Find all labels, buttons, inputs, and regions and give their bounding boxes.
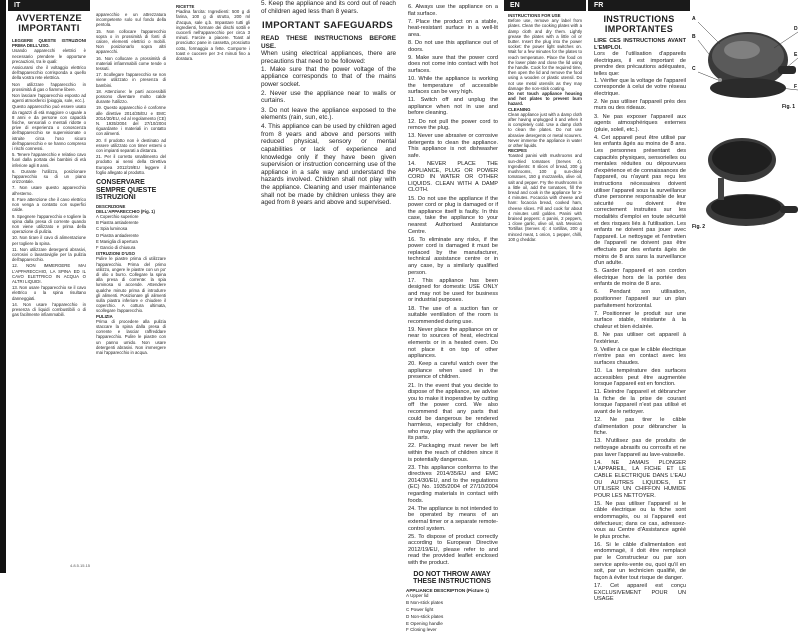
list-item: 2. Never use the appliance near to walls or curtains. [261, 89, 396, 105]
list-item: 7. Non usare questo apparecchio all'esterno. [12, 185, 86, 196]
list-item: 3. Ne pas exposer l'appareil aux agents atmosphériques externes (pluie, soleil, etc.). [594, 113, 686, 133]
list-item: Questo apparecchio può essere usato da ragazzi di età maggiore o uguale a 8 anni e da persone con capacità fisiche, sensoriali o mentali ridotte o prive di esperienza o conoscenza dell'apparecchio se supervisionate o istruite circa l'uso sicuro dell'apparecchio e se hanno compreso i rischi connessi. [12, 104, 86, 152]
list-item: 3. Do not leave the appliance exposed to the elements (rain, sun, etc.). [261, 106, 396, 122]
english-keep-heading: DO NOT THROW AWAY THESE INSTRUCTIONS [413, 570, 491, 586]
list-item: 13. Non usare l'apparecchio se il cavo elettrico o la spina risultano danneggiati. [12, 285, 86, 301]
list-item: 13. N'utilisez pas de produits de nettoyage abrasifs ou corrosifs et ne pas laver l'appareil au lave-vaisselle. [594, 438, 686, 458]
list-item: 16. Si le câble d'alimentation est endommagé, il doit être remplacé par le Constructeur ou par son service après-vente ou, quoi qu'il en soit, par un technicien qualifié, de façon à éviter tout risque de danger. [594, 541, 686, 581]
list-item: 1. Make sure that the power voltage of the appliance corresponds to that of the mains power socket. [261, 65, 396, 88]
english-parts-list [402, 593, 502, 633]
list-item: 21. Per il corretto smaltimento del prodotto ai sensi della Direttiva Europea 2012/19/EU leggere il foglio allegato al prodotto. [96, 154, 166, 175]
list-item: 8. Fare attenzione che il cavo elettrico non venga a contatto con superfici calde. [12, 196, 86, 213]
list-item: 14. NE JAMAIS PLONGER L'APPAREIL, LA FICHE ET LE CABLE ELECTRIQUE DANS L'EAU OU AUTRES LIQUIDES, ET UTILISER UN CHIFFON HUMIDE POUR LES NETTOYER. [594, 459, 686, 499]
italian-recipes-heading: RICETTE [176, 4, 195, 9]
italian-keep-heading: CONSERVARE SEMPRE QUESTE ISTRUZIONI [96, 179, 157, 202]
list-item: 22. Packaging must never be left within the reach of children since it is potentially dangerous. [408, 443, 498, 463]
list-item: 6. Pendant son utilisation, positionner l'appareil sur un plan parfaitement horizontal. [594, 289, 686, 309]
list-item: B Piastra antiaderente [96, 220, 139, 226]
list-item: 17. Scollegare l'apparecchio se non viene utilizzato in presenza di bambini. [96, 72, 166, 88]
list-item: 4. This appliance can be used by children aged from 8 years and above and persons with reduced physical, sensory or mental capabilities or lack of experience and knowledge only if they have been given supervision or instruction concerning use of the appliance in a safe way and understand the hazards involved. Children shall not play with the appliance. Cleaning and user maintenance shall not be made by children unless they are aged from 8 years and above and supervised. [261, 123, 396, 207]
italian-parts-list [92, 214, 170, 250]
list-item: 4. Cet appareil peut être utilisé par les enfants âgés au moins de 8 ans. Les personnes présentant des capacités physiques, sensorielles ou mentales réduites ou dépourvues d'expérience et de connaissances de l'appareil, ou n'ayant pas reçu les instructions nécessaires doivent utiliser l'appareil sous la surveillance d'une personne responsable de leur sécurité ou doivent être correctement instruites sur les modalités d'emploi en toute sécurité et des risques liés à l'utilisation. Les enfants ne doivent pas jouer avec l'appareil. Le nettoyage et l'entretien de l'appareil ne doivent pas être effectués par des enfants âgés de moins de 8 ans sans la surveillance d'un adulte. [594, 134, 686, 267]
english-title: IMPORTANT SAFEGUARDS [262, 20, 393, 32]
english-instructions-heading: INSTRUCTIONS FOR USE [508, 13, 561, 18]
list-item: D Piastra antiaderente [96, 232, 139, 238]
list-item: C Spia luminosa [96, 226, 128, 232]
list-item: 1. Vérifier que la voltage de l'appareil corresponde à celui de votre réseau électrique. [594, 77, 686, 97]
english-column-3 [504, 0, 586, 573]
figure-2-caption: Fig. 2 [692, 224, 706, 230]
list-item: 16. To eliminate any risks, if the power cord is damaged it must be replaced by the manufacturer, technical assistance centre or in any case, by a similarly qualified person. [408, 236, 498, 276]
english-parts-heading: APPLIANCE DESCRIPTION (Picture 1) [406, 587, 489, 593]
list-item: 5. Tenere l'apparecchio e relativo cavo fuori dalla portata dei bambini di età inferiore agli 8 anni. [12, 152, 86, 168]
left-edge-bar [0, 0, 6, 573]
list-item: 24. The appliance is not intended to be operated by means of an external timer or a separate remote-control system. [408, 505, 498, 532]
list-item: C Power light [406, 606, 434, 612]
list-item: 17. This appliance has been designed for domestic USE ONLY and may not be used for business or industrial purposes. [408, 277, 498, 304]
footer-code: 4.8.5.15.15 [70, 563, 91, 568]
list-item: 23. This appliance conforms to the directives 2014/35/EU and EMC 2014/30/EU, and to the regulations (EC) No. 1935/2004 of 27/10/2004 regarding materials in contact with foods. [408, 464, 498, 504]
italian-column-1 [8, 0, 90, 573]
tab-fr: FR [588, 0, 690, 11]
list-item: Non lasciare l'apparecchio esposto ad agenti atmosferici (pioggia, sole, ecc.). [12, 93, 86, 104]
list-item: 21. In the event that you decide to dispose of the appliance, we advise you to make it inoperative by cutting off the power cord. We also recommend that any parts that could be dangerous be rendered harmless, especially for children, who may play with the appliance or its parts. [408, 382, 498, 442]
list-item: 15. Non collocare l'apparecchio sopra o in prossimità di fonti di calore, elementi elettrici o mobili. Non posizionarlo sopra altri apparecchi. [96, 28, 166, 55]
list-item: 12. Ne pas tirer le câble d'alimentation pour débrancher la fiche. [594, 417, 686, 437]
list-item: 9. Spegnere l'apparecchio e togliere la spina dalla presa di corrente quando non viene utilizzato e prima della operazione di pulizia. [12, 213, 86, 235]
french-intro-2: Lors de l'utilisation d'appareils électriques, il est important de prendre des précautions adéquates, telles que: [594, 51, 686, 77]
list-item: Usando apparecchi elettrici è necessario prendere le opportune precauzioni, tra le quali: [12, 48, 86, 64]
tab-it: IT [8, 0, 90, 11]
list-item: F Gancio di chiusura [96, 245, 136, 251]
list-item: 8. Do not use this appliance out of doors. [408, 39, 498, 53]
english-instructions-warning: Do not touch appliance housing and hot plates to prevent burn hazard. [508, 91, 582, 107]
italian-usage-heading: ISTRUZIONI D'USO [96, 251, 135, 257]
figure-label-b: B [692, 34, 696, 40]
list-item: 12. NON IMMERGERE MAI L'APPARECCHIO, LA SPINA ED IL CAVO ELETTRICO IN ACQUA O ALTRI LIQUIDI. [12, 263, 86, 284]
list-item: 18. The use of a suction fan or suitable ventilation of the room is recommended during use. [408, 305, 498, 325]
italian-warnings-list-2 [92, 12, 170, 175]
figure-label-e: E [794, 52, 798, 58]
list-item: 20. Keep a careful watch over the appliance when used in the presence of children. [408, 361, 498, 381]
list-item: 10. Non tirare il cavo di alimentazione per togliere la spina. [12, 235, 86, 246]
french-intro: LIRE CES INSTRUCTIONS AVANT L'EMPLOI. [594, 38, 686, 51]
list-item: 9. Make sure that the power cord does not come into contact with hot surfaces. [408, 54, 498, 74]
list-item: 15. Ne pas utiliser l'appareil si le câble électrique ou la fiche sont endommagés, ou si l'appareil est défectueux; dans ce cas, adressez-vous au Centre d'Assistance agréé le plus proche. [594, 500, 686, 540]
appliance-illustration [690, 10, 802, 240]
italian-parts-heading: DESCRIZIONE DELL'APPARECCHIO (Fig. 1) [96, 203, 155, 214]
list-item: F Closing lever [406, 627, 437, 633]
list-item: 16. Non collocare a prossimità di materiali infiammabili come tende o tessuti. [96, 55, 166, 72]
french-title: INSTRUCTIONS IMPORTANTES [603, 14, 675, 34]
english-recipes-heading: RECIPES [508, 148, 527, 154]
italian-usage-text: Pulire le piastre prima di utilizzare l'apparecchio. Prima del primo utilizzo, ungere le piastre con un po' di olio o burro. Collegare la spina alla presa di corrente: la spia luminosa si accende. Attendere qualche minuto prima di introdurre gli alimenti. Posizionare gli alimenti sulla piastra inferiore e chiudere il coperchio. A cottura ultimata, scollegare l'apparecchio. [96, 256, 166, 314]
list-item: 9. Veiller à ce que le câble électrique n'entre pas en contact avec les surfaces chaudes. [594, 346, 686, 366]
list-item: 13. Never use abrasive or corrosive detergents to clean the appliance. This appliance is not dishwasher safe. [408, 133, 498, 159]
french-column [588, 0, 690, 603]
italian-cleaning-text: Prima di procedere alla pulizia staccare la spina dalla presa di corrente e lasciar raffreddare l'apparecchio. Pulire le piastre con un panno umido. Non usare detergenti abrasivi. Non immergere mai l'apparecchio in acqua. [96, 318, 166, 356]
list-item: 6. Always use the appliance on a flat surface. [408, 4, 498, 17]
list-item: 15. Do not use the appliance if the power cord or plug is damaged or if the appliance itself is faulty. In this case, take the appliance to your nearest Authorised Assistance Centre. [408, 195, 498, 235]
list-item: 11. Non utilizzare detergenti abrasivi, corrosivi o lavastoviglie per la pulizia dell'apparecchio. [12, 246, 86, 263]
italian-column-2 [92, 12, 170, 585]
figure-label-a: A [692, 16, 696, 22]
english-items-c [402, 4, 502, 567]
english-recipes-text: Toasted panini with mushrooms and sun-dried tomatoes (Serves 4). Ingredients: 8 slices of bread, 200 g mushrooms, 100 g sun-dried tomatoes, 150 g mozzarella, olive oil, salt and pepper. Fry the mushrooms in a little oil, add the tomatoes, fill the bread and cook in the appliance for 3-4 minutes. Focaccia with cheese and ham: focaccia bread, cooked ham, cheese slices. Fill and cook for about 4 minutes until golden. Panini with braised peppers: 4 panini, 2 peppers, 1 clove garlic, olive oil, salt. Mexican Tortillas (Serves 4): 4 tortillas, 200 g minced meat, 1 onion, 1 pepper, chilli, 100 g cheddar. [508, 153, 582, 242]
english-items-a [255, 0, 400, 15]
figure-label-d: D [794, 26, 798, 32]
figure-label-f: F [794, 84, 798, 90]
tab-en: EN [504, 0, 586, 11]
list-item: 14. NEVER PLACE THE APPLIANCE, PLUG OR POWER CORD IN WATER OR OTHER LIQUIDS. CLEAN WITH A DAMP CLOTH. [408, 161, 498, 194]
list-item: 11. Switch off and unplug the appliance when not in use and before cleaning. [408, 97, 498, 117]
list-item: E Opening handle [406, 620, 443, 626]
english-cleaning-text: Clean appliance just with a damp cloth after having unplugged it and when it is completely cold. Use a damp cloth to clean the plates. Do not use abrasive detergents or metal scourers. Never immerse the appliance in water or other liquids. [508, 111, 582, 149]
list-item: 25. To dispose of product correctly according to European Directive 2012/19/EU, please refer to and read the provided leaflet enclosed with the product. [408, 533, 498, 566]
list-item: 8. Ne pas utiliser cet appareil à l'extérieur. [594, 332, 686, 345]
list-item: 11. Éteindre l'appareil et débrancher la fiche de la prise de courant lorsque l'appareil n'est pas utilisé et avant de le nettoyer. [594, 389, 686, 416]
list-item: 14. Non usare l'apparecchio in presenza di liquidi combustibili o di gas facilmente infiammabili. [12, 301, 86, 318]
english-instructions-text: Before use, remove any label from plates. Clean the cooking plates with a damp cloth and dry them. Lightly grease the plates with a little oil or butter. Insert the plug into the power socket: the power light switches on. Wait for a few minutes for the plates to reach temperature. Place the food on the lower plate and close the lid using the handle. Cook for the required time, then open the lid and remove the food using a wooden or plastic utensil. Do not use metal utensils as they may damage the non-stick coating. [508, 18, 582, 91]
english-column-1 [255, 0, 400, 573]
list-item: 19. Questo apparecchio è conforme alle direttive 2014/35/EU e EMC 2014/30/EU, ed al regolamento (CE) N. 1935/2004 del 27/10/2004 riguardante i materiali in contatto con alimenti. [96, 105, 166, 137]
italian-warnings-list [8, 48, 90, 317]
list-item: 10. La température des surfaces accessibles peut être augmentée lorsque l'appareil est en fonction. [594, 368, 686, 388]
french-items [588, 78, 690, 603]
list-item: apparecchio e un attrezzatura incompetente solo sul fondo della pentola. [96, 12, 166, 28]
list-item: Non utilizzare l'apparecchio in prossimità di gas o fiamme libere. [12, 81, 86, 92]
italian-title: AVVERTENZE IMPORTANTI [15, 13, 83, 34]
list-item: 6. Durante l'utilizzo, posizionare l'apparecchio su di un piano orizzontale. [12, 168, 86, 185]
list-item: 5. Keep the appliance and its cord out of reach of children aged less than 8 years. [261, 0, 396, 15]
list-item: 20. Il prodotto non è destinato ad essere utilizzato con timer esterni o con impianti separati a distanza. [96, 137, 166, 154]
list-item: 12. Do not pull the power cord to remove the plug. [408, 118, 498, 132]
english-column-2 [402, 4, 502, 633]
list-item: 7. Positionner le produit sur une surface stable, résistante à la chaleur et bien éclairée. [594, 310, 686, 330]
list-item: B Non-stick plates [406, 600, 444, 606]
figure-area [690, 10, 802, 240]
list-item: 19. Never place the appliance on or near to sources of heat, electrical elements or in a heated oven. Do not place it on top of other appliances. [408, 326, 498, 360]
english-cleaning-heading: CLEANING [508, 106, 531, 112]
italian-column-3 [172, 4, 254, 577]
italian-intro-heading: LEGGERE QUESTE ISTRUZIONI PRIMA DELL'USO. [12, 38, 86, 49]
english-intro: READ THESE INSTRUCTIONS BEFORE USE. [261, 35, 396, 50]
list-item: A Upper lid [406, 593, 429, 599]
list-item: 5. Garder l'appareil et son cordon électrique hors de la portée des enfants de moins de 8 ans. [594, 268, 686, 288]
list-item: 18. Attenzione: le parti accessibili possono diventare molto calde durante l'utilizzo. [96, 88, 166, 105]
italian-recipes-text: Piadina farcita: Ingredienti: 500 g di farina, 100 g di strutto, 200 ml d'acqua, sale q.b. Impastare tutti gli ingredienti, formare dei dischi sottili e cuocerli nell'apparecchio per circa 3 minuti. Farcire a piacere. Toast al prosciutto: pane in cassetta, prosciutto cotto, formaggio a fette. Comporre i toast e cuocere per 3-4 minuti fino a doratura. [176, 9, 250, 62]
list-item: 10. While the appliance is working the temperature of accessible surfaces can be very high. [408, 75, 498, 96]
list-item: Assicurarsi che il voltaggio elettrico dell'apparecchio corrisponda a quello della vostra rete elettrica. [12, 65, 86, 81]
list-item: 17. Cet appareil est conçu EXCLUSIVEMENT POUR UN USAGE [594, 582, 686, 603]
list-item: 7. Place the product on a stable, heat-resistant surface in a well-lit area. [408, 18, 498, 38]
italian-cleaning-heading: PULIZIA [96, 313, 113, 319]
figure-2-drawing [706, 138, 798, 226]
list-item: D Non-stick plates [406, 613, 444, 619]
english-intro-2: When using electrical appliances, there are precautions that need to be followed: [261, 50, 396, 65]
list-item: 2. Ne pas utiliser l'appareil près des murs ou des rideaux. [594, 98, 686, 112]
figure-label-c: C [692, 66, 696, 72]
figure-1-caption: Fig. 1 [782, 104, 796, 110]
list-item: E Maniglia di apertura [96, 238, 138, 244]
list-item: A Coperchio superiore [96, 214, 139, 219]
english-items-b [255, 66, 400, 207]
